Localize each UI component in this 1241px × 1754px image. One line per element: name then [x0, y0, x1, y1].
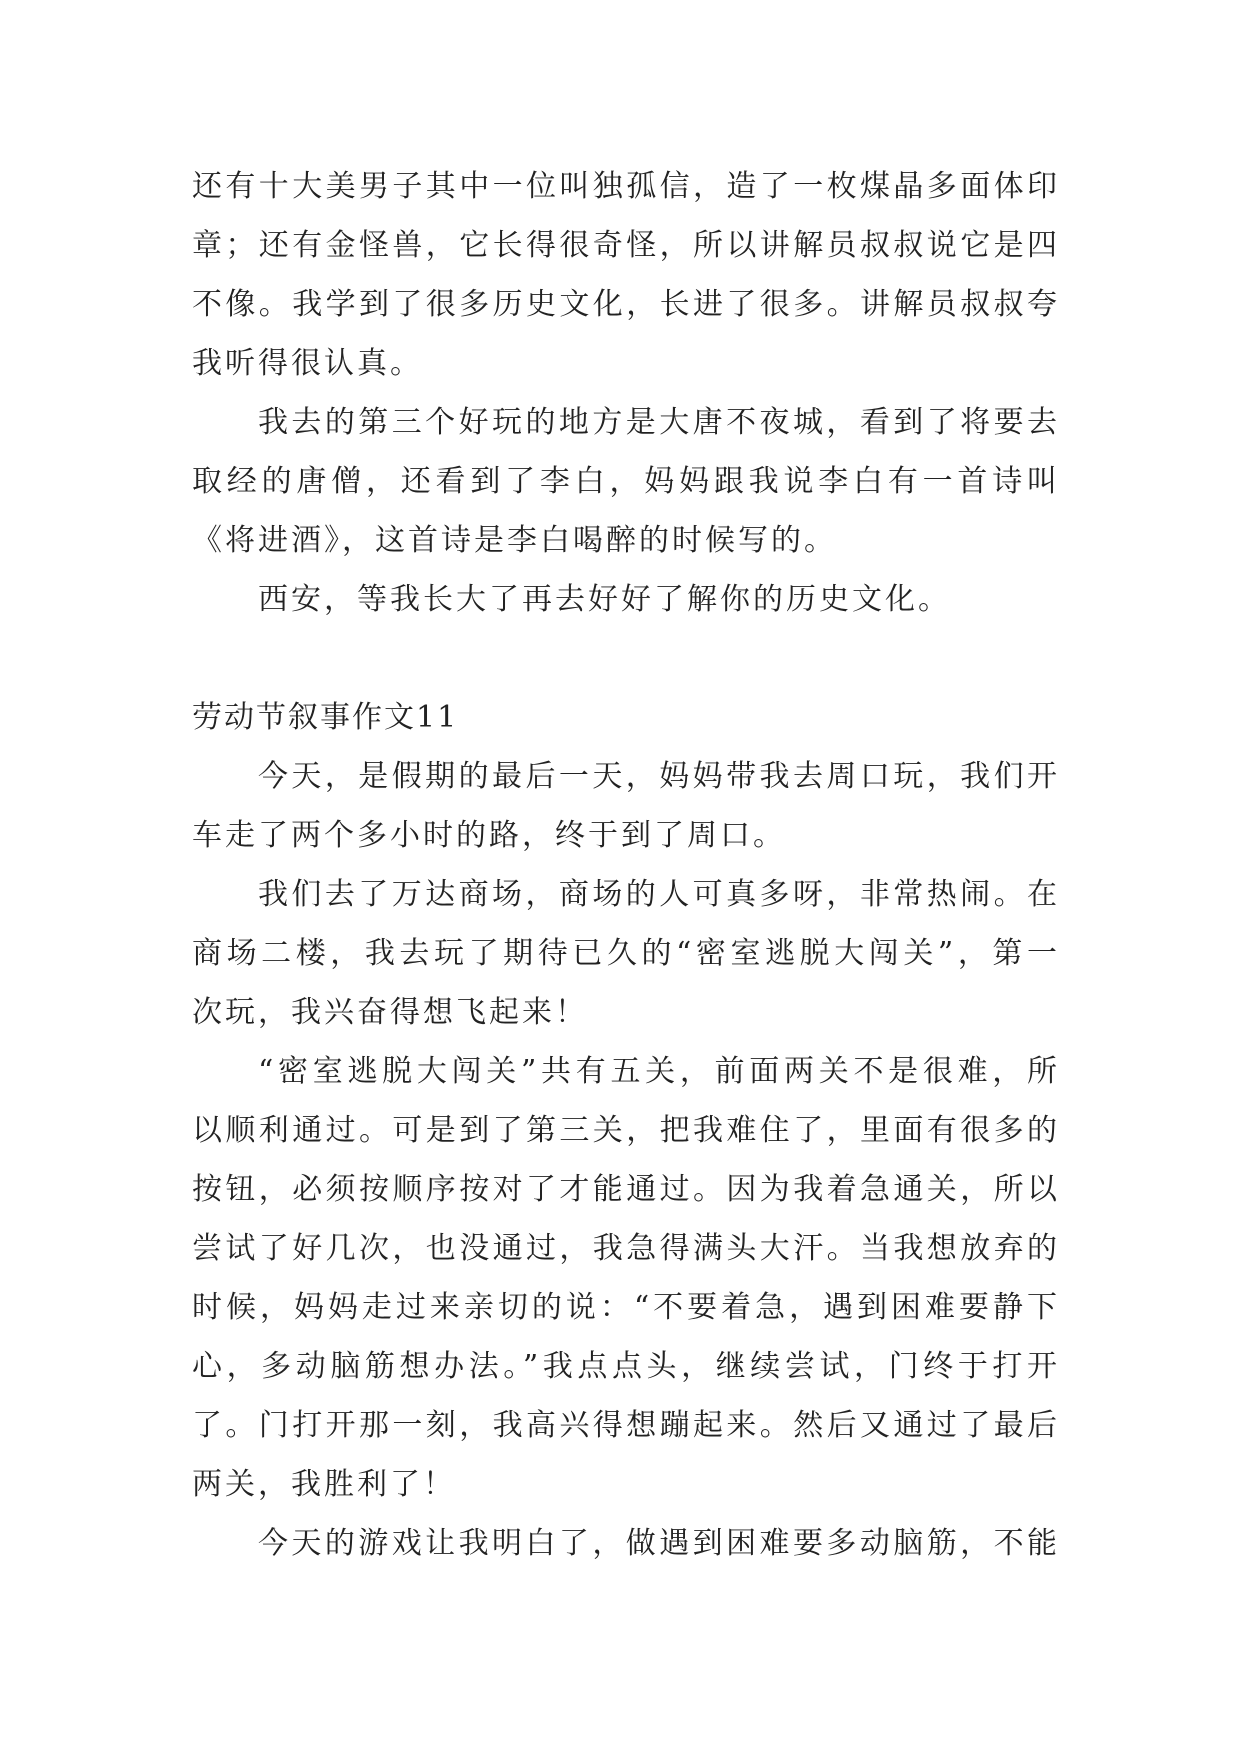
- text-line: 西安，等我长大了再去好好了解你的历史文化。: [258, 582, 951, 617]
- text-line: 商场二楼，我去玩了期待已久的“密室逃脱大闯关”，第一: [192, 936, 1060, 971]
- text-line: 我听得很认真。: [192, 346, 423, 381]
- text-line: 《将进酒》，这首诗是李白喝醉的时候写的。: [192, 523, 837, 558]
- text-line: 心，多动脑筋想办法。”我点点头，继续尝试，门终于打开: [192, 1349, 1060, 1384]
- text-line: 我去的第三个好玩的地方是大唐不夜城，看到了将要去: [258, 405, 1060, 440]
- text-line: 车走了两个多小时的路，终于到了周口。: [192, 818, 786, 853]
- text-line: 两关，我胜利了！: [192, 1467, 456, 1502]
- text-line: 不像。我学到了很多历史文化，长进了很多。讲解员叔叔夸: [192, 287, 1060, 322]
- text-line: 今天，是假期的最后一天，妈妈带我去周口玩，我们开: [258, 759, 1060, 794]
- text-line: 尝试了好几次，也没通过，我急得满头大汗。当我想放弃的: [192, 1231, 1060, 1266]
- text-line: 按钮，必须按顺序按对了才能通过。因为我着急通关，所以: [192, 1172, 1060, 1207]
- text-line: 了。门打开那一刻，我高兴得想蹦起来。然后又通过了最后: [192, 1408, 1060, 1443]
- text-line: 取经的唐僧，还看到了李白，妈妈跟我说李白有一首诗叫: [192, 464, 1060, 499]
- text-line: 时候，妈妈走过来亲切的说：“不要着急，遇到困难要静下: [192, 1290, 1060, 1325]
- essay-title: 劳动节叙事作文11: [192, 700, 459, 735]
- paragraph: [192, 1042, 1060, 1514]
- document-body: [192, 157, 1060, 1573]
- paragraph: [192, 393, 1060, 570]
- blank-line: [192, 629, 1060, 688]
- paragraph: [192, 865, 1060, 1042]
- text-line: 今天的游戏让我明白了，做遇到困难要多动脑筋，不能: [258, 1526, 1060, 1561]
- paragraph: [192, 157, 1060, 393]
- text-line: 还有十大美男子其中一位叫独孤信，造了一枚煤晶多面体印: [192, 169, 1060, 204]
- paragraph: [192, 570, 1060, 629]
- text-line: 次玩，我兴奋得想飞起来！: [192, 995, 588, 1030]
- text-line: 以顺利通过。可是到了第三关，把我难住了，里面有很多的: [192, 1113, 1060, 1148]
- paragraph: [192, 1514, 1060, 1573]
- text-line: “密室逃脱大闯关”共有五关，前面两关不是很难，所: [258, 1054, 1060, 1089]
- paragraph: [192, 747, 1060, 865]
- text-line: 我们去了万达商场，商场的人可真多呀，非常热闹。在: [258, 877, 1060, 912]
- text-line: 章；还有金怪兽，它长得很奇怪，所以讲解员叔叔说它是四: [192, 228, 1060, 263]
